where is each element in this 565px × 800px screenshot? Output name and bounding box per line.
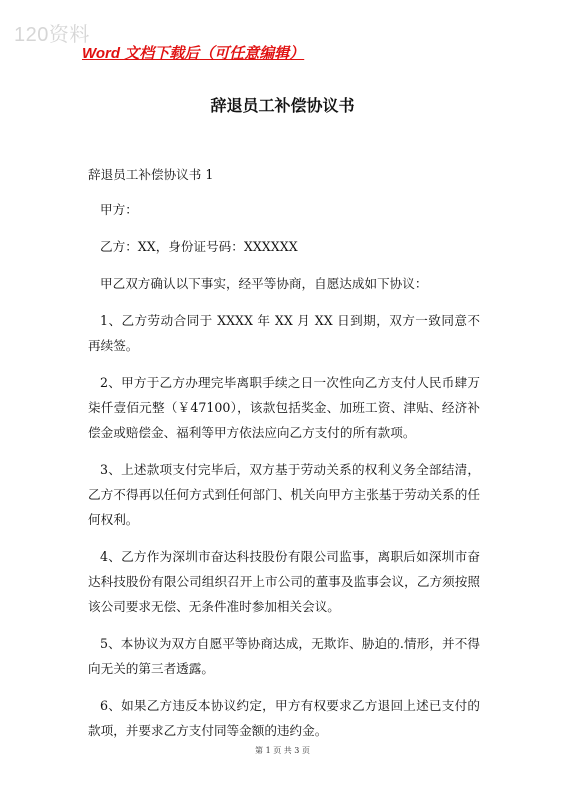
clause-6-paragraph: 6、如果乙方违反本协议约定，甲方有权要求乙方退回上述已支付的款项，并要求乙方支付同等金额的违约金。 <box>88 698 480 738</box>
clause-5-paragraph: 5、本协议为双方自愿平等协商达成，无欺诈、胁迫的.情形，并不得向无关的第三者透露。 <box>88 636 480 676</box>
subtitle-paragraph: 辞退员工补偿协议书 1 <box>88 167 214 182</box>
watermark-logo: 120资料 <box>14 24 90 46</box>
document-body <box>88 162 480 755</box>
page-number-footer: 第 1 页 共 3 页 <box>255 746 310 755</box>
clause-1-paragraph: 1、乙方劳动合同于 XXXX 年 XX 月 XX 日到期，双方一致同意不再续签。 <box>88 313 480 353</box>
party-b-paragraph: 乙方：XX，身份证号码：XXXXXX <box>100 239 298 254</box>
clause-2-paragraph: 2、甲方于乙方办理完毕离职手续之日一次性向乙方支付人民币肆万柒仟壹佰元整（￥47100），该款包括奖金、加班工资、津贴、经济补偿金或赔偿金、福利等甲方依法应向乙方支付的所有款项。 <box>88 375 480 440</box>
party-a-paragraph: 甲方： <box>100 202 138 217</box>
intro-paragraph: 甲乙双方确认以下事实，经平等协商，自愿达成如下协议： <box>100 276 428 291</box>
document-title: 辞退员工补偿协议书 <box>210 96 355 115</box>
clause-4-paragraph: 4、乙方作为深圳市奋达科技股份有限公司监事，离职后如深圳市奋达科技股份有限公司组织召开上市公司的董事及监事会议，乙方须按照该公司要求无偿、无条件准时参加相关会议。 <box>88 549 480 614</box>
clause-3-paragraph: 3、上述款项支付完毕后，双方基于劳动关系的权利义务全部结清，乙方不得再以任何方式到任何部门、机关向甲方主张基于劳动关系的任何权利。 <box>88 462 480 527</box>
download-banner-link[interactable]: Word 文档下载后（可任意编辑） <box>82 45 305 62</box>
